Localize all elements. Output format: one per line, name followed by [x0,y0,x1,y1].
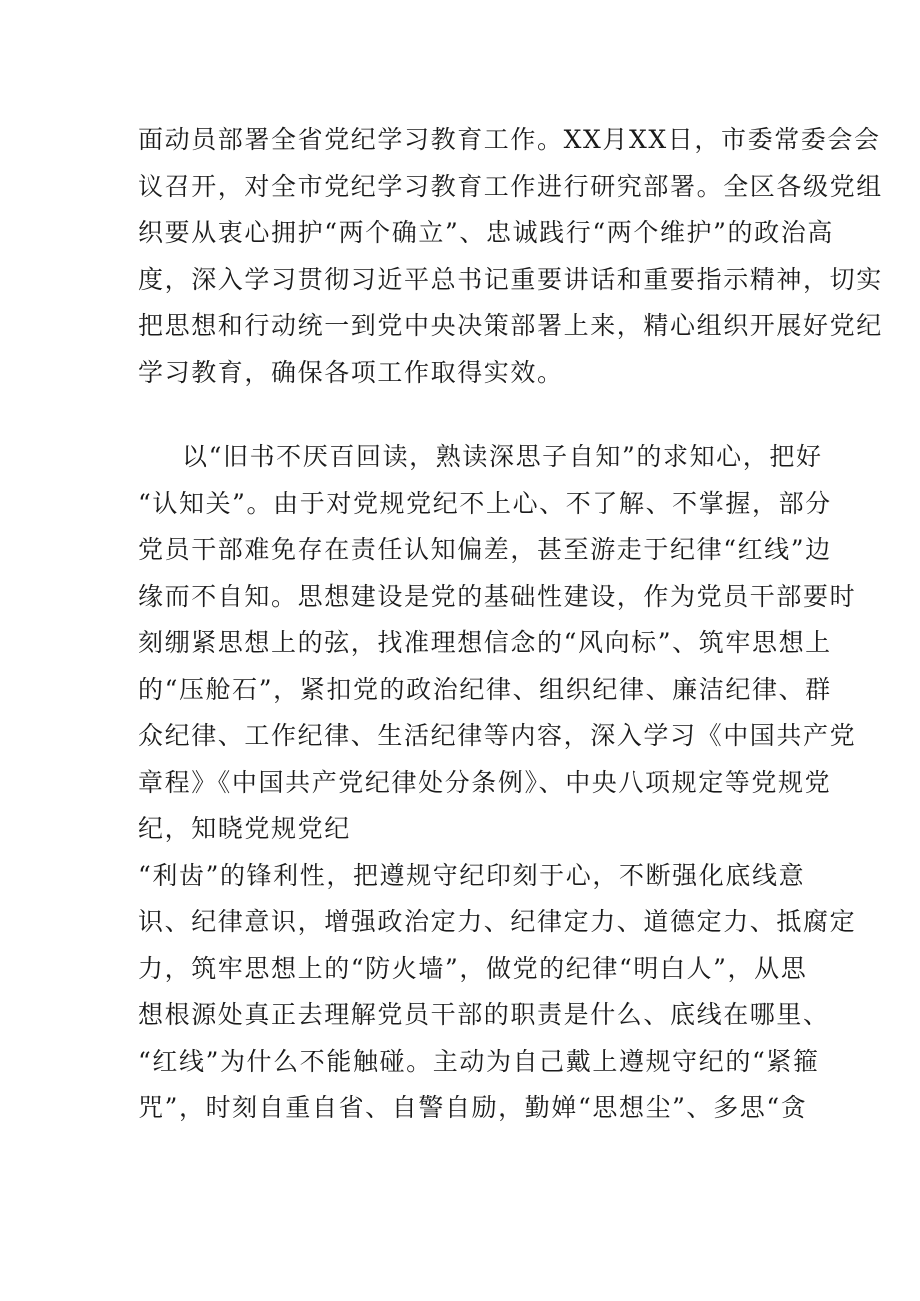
paragraph-line: 力，筑牢思想上的“防火墙”，做党的纪律“明白人”，从思 [138,953,808,983]
paragraph-line: 度，深入学习贯彻习近平总书记重要讲话和重要指示精神，切实 [138,264,883,294]
paragraph-line: “利齿”的锋利性，把遵规守纪印刻于心，不断强化底线意 [138,860,806,890]
paragraph-1 [138,117,883,396]
paragraph-line: 咒”，时刻自重自省、自警自励，勤婵“思想尘”、多思“贪 [138,1093,808,1122]
paragraph-2 [138,434,857,1132]
paragraph-line: 识、纪律意识，增强政治定力、纪律定力、道德定力、抵腐定 [138,907,857,936]
paragraph-line: 章程》《中国共产党纪律处分条例》、中央八项规定等党规党 [138,767,832,797]
paragraph-line: “认知关”。由于对党规党纪不上心、不了解、不掌握，部分 [138,488,832,518]
paragraph-line: 众纪律、工作纪律、生活纪律等内容，深入学习《中国共产党 [138,721,857,750]
paragraph-line: 缘而不自知。思想建设是党的基础性建设，作为党员干部要时 [138,581,857,611]
paragraph-line: 党员干部难免存在责任认知偏差，甚至游走于纪律“红线”边 [138,535,832,564]
paragraph-line: 议召开，对全市党纪学习教育工作进行研究部署。全区各级党组 [138,171,883,201]
paragraph-line: 的“压舱石”，紧扣党的政治纪律、组织纪律、廉洁纪律、群 [138,674,832,704]
paragraph-line: 刻绷紧思想上的弦，找准理想信念的“风向标”、筑牢思想上 [138,628,832,657]
paragraph-line: 以“旧书不厌百回读，熟读深思子自知”的求知心，把好 [182,442,823,471]
paragraph-line: 把思想和行动统一到党中央决策部署上来，精心组织开展好党纪 [138,311,883,340]
paragraph-line: “红线”为什么不能触碰。主动为自己戴上遵规守纪的“紧箍 [138,1046,820,1076]
paragraph-line: 织要从衷心拥护“两个确立”、忠诚践行“两个维护”的政治高 [138,218,834,247]
paragraph-line: 学习教育，确保各项工作取得实效。 [138,357,564,387]
paragraph-line: 想根源处真正去理解党员干部的职责是什么、底线在哪里、 [138,1000,830,1029]
paragraph-line: 纪，知晓党规党纪 [138,814,351,843]
paragraph-line: 面动员部署全省党纪学习教育工作。XX月XX日，市委常委会会 [138,125,881,154]
